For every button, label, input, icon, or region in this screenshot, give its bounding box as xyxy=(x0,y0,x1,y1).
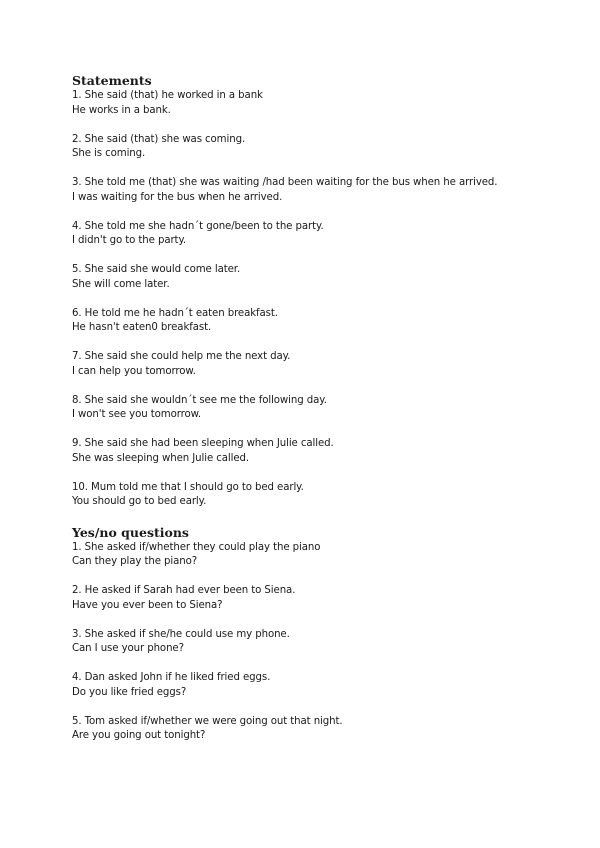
direct-sentence: Are you going out tonight? xyxy=(72,730,206,741)
section-yes-no-questions xyxy=(72,524,532,744)
reported-sentence: 5. She said she would come later. xyxy=(72,264,241,275)
reported-sentence: 2. He asked if Sarah had ever been to Siena. xyxy=(72,585,296,596)
reported-sentence: 8. She said she wouldn´t see me the following day. xyxy=(72,394,327,406)
reported-sentence: 1. She said (that) he worked in a bank xyxy=(72,90,263,101)
list-item xyxy=(72,307,532,336)
list-item xyxy=(72,584,532,613)
list-item xyxy=(72,715,532,744)
list-item xyxy=(72,437,532,466)
section-heading: Yes/no questions xyxy=(72,524,189,540)
direct-sentence: You should go to bed early. xyxy=(72,496,207,507)
list-item xyxy=(72,541,532,570)
list-item xyxy=(72,263,532,292)
reported-sentence: 7. She said she could help me the next day. xyxy=(72,351,291,362)
reported-sentence: 9. She said she had been sleeping when Julie called. xyxy=(72,438,334,449)
reported-sentence: 5. Tom asked if/whether we were going out that night. xyxy=(72,715,343,727)
reported-sentence: 3. She asked if she/he could use my phone. xyxy=(72,628,290,640)
direct-sentence: She is coming. xyxy=(72,148,146,159)
reported-sentence: 6. He told me he hadn´t eaten breakfast. xyxy=(72,307,278,319)
direct-sentence: I was waiting for the bus when he arrived. xyxy=(72,191,283,203)
direct-sentence: She was sleeping when Julie called. xyxy=(72,452,250,464)
list-item xyxy=(72,220,532,249)
list-item xyxy=(72,133,532,162)
reported-sentence: 2. She said (that) she was coming. xyxy=(72,133,246,145)
direct-sentence: She will come later. xyxy=(72,278,170,290)
section-statements xyxy=(72,72,532,510)
direct-sentence: I can help you tomorrow. xyxy=(72,365,196,377)
list-item xyxy=(72,176,532,205)
direct-sentence: Do you like fried eggs? xyxy=(72,686,187,698)
document-page xyxy=(72,72,532,744)
direct-sentence: I didn't go to the party. xyxy=(72,235,187,246)
reported-sentence: 1. She asked if/whether they could play the piano xyxy=(72,541,321,553)
list-item xyxy=(72,89,532,118)
list-item xyxy=(72,350,532,379)
reported-sentence: 4. Dan asked John if he liked fried eggs. xyxy=(72,672,271,683)
list-item xyxy=(72,628,532,657)
direct-sentence: Have you ever been to Siena? xyxy=(72,599,223,611)
reported-sentence: 4. She told me she hadn´t gone/been to the party. xyxy=(72,220,324,232)
direct-sentence: Can they play the piano? xyxy=(72,556,198,567)
direct-sentence: He works in a bank. xyxy=(72,104,171,116)
list-item xyxy=(72,671,532,700)
direct-sentence: Can I use your phone? xyxy=(72,643,184,654)
direct-sentence: I won't see you tomorrow. xyxy=(72,409,202,420)
list-item xyxy=(72,481,532,510)
reported-sentence: 3. She told me (that) she was waiting /had been waiting for the bus when he arrived. xyxy=(72,177,498,188)
reported-sentence: 10. Mum told me that I should go to bed early. xyxy=(72,481,304,493)
direct-sentence: He hasn't eaten0 breakfast. xyxy=(72,322,212,333)
list-item xyxy=(72,394,532,423)
section-heading: Statements xyxy=(72,73,152,88)
